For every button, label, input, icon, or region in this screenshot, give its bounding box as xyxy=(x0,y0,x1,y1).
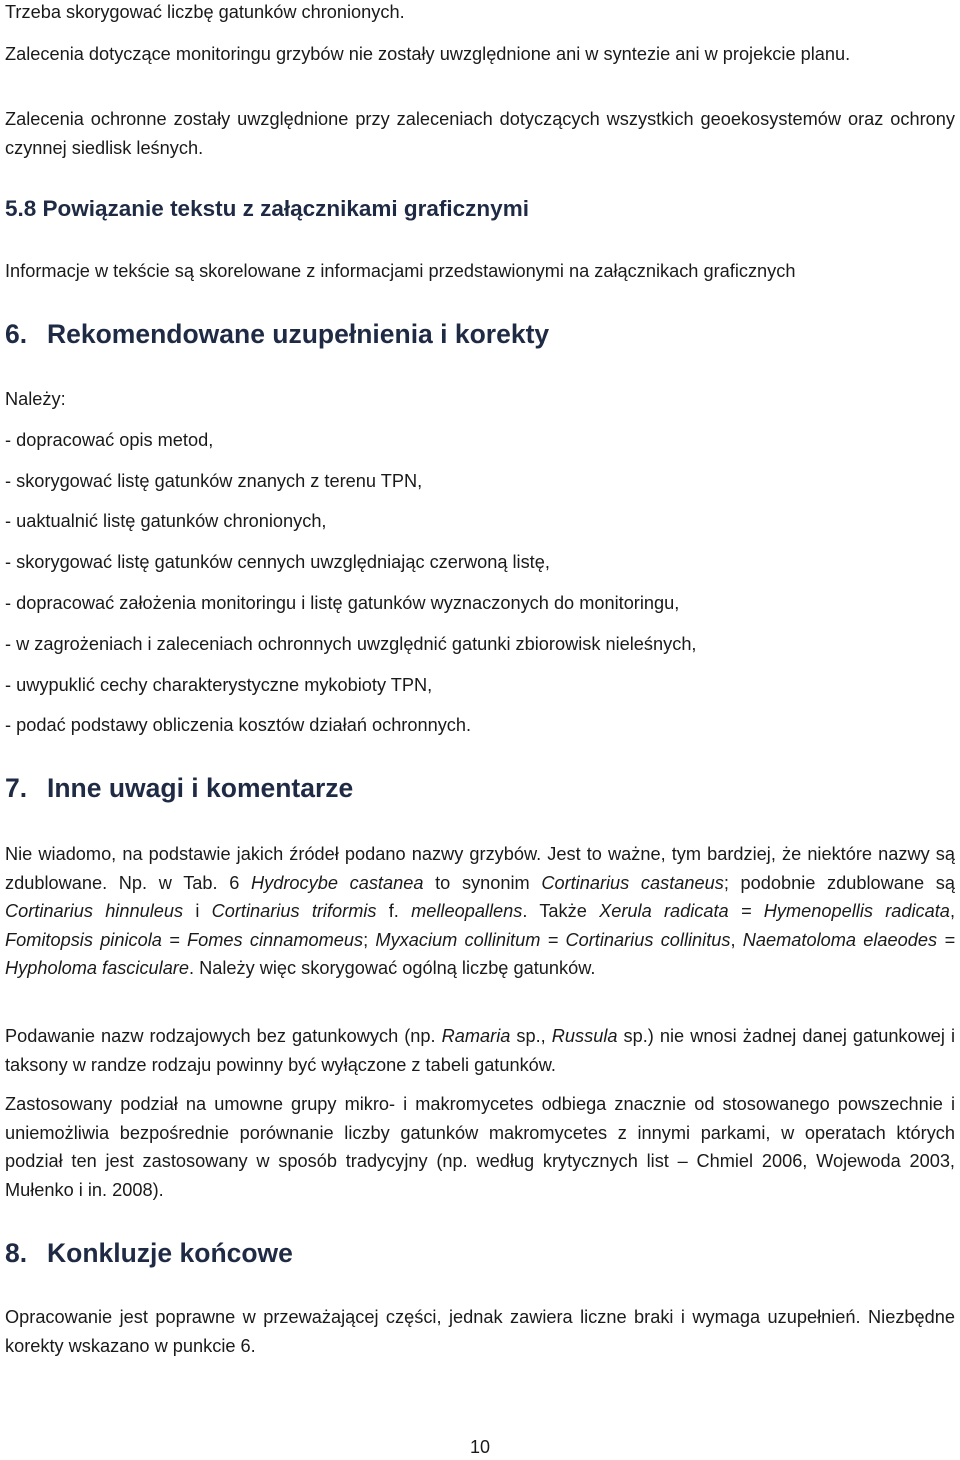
section-8-title: Konkluzje końcowe xyxy=(47,1238,293,1268)
recommendation-item: - uwypuklić cechy charakterystyczne mykobioty TPN, xyxy=(5,675,433,695)
section-5-8-text: Informacje w tekście są skorelowane z informacjami przedstawionymi na załącznikach graficznych xyxy=(5,261,796,281)
recommendation-item: - uaktualnić listę gatunków chronionych, xyxy=(5,511,327,531)
section-7-heading xyxy=(5,773,353,804)
recommendation-item: - dopracować założenia monitoringu i listę gatunków wyznaczonych do monitoringu, xyxy=(5,593,680,613)
section-7-title: Inne uwagi i komentarze xyxy=(47,773,354,803)
section-7-paragraph-1: Nie wiadomo, na podstawie jakich źródeł podano nazwy grzybów. Jest to ważne, tym bardziej, że niektóre nazwy są zdublowane. Np. w Tab. 6 Hydrocybe castanea to synonim Cortinarius castaneus; podobnie zdublowane są Cortinarius hinnuleus i Cortinarius triformis f. melleopallens. Także Xerula radicata = Hymenopellis radicata, Fomitopsis pinicola = Fomes cinnamomeus; Myxacium collinitum = Cortinarius collinitus, Naematoloma elaeodes = Hypholoma fasciculare. Należy więc skorygować ogólną liczbę gatunków. xyxy=(5,844,956,979)
section-8-number: 8. xyxy=(5,1238,28,1268)
section-6-lead: Należy: xyxy=(5,389,66,409)
recommendation-item: - podać podstawy obliczenia kosztów działań ochronnych. xyxy=(5,715,472,735)
page-number: 10 xyxy=(469,1437,491,1457)
section-5-8-heading: 5.8 Powiązanie tekstu z załącznikami graficznymi xyxy=(5,196,529,221)
intro-paragraph-1: Trzeba skorygować liczbę gatunków chronionych. xyxy=(5,2,405,22)
section-7-number: 7. xyxy=(5,773,28,803)
section-6-title: Rekomendowane uzupełnienia i korekty xyxy=(47,319,550,349)
recommendation-item: - w zagrożeniach i zaleceniach ochronnych uwzględnić gatunki zbiorowisk nieleśnych, xyxy=(5,634,697,654)
recommendation-item: - skorygować listę gatunków znanych z terenu TPN, xyxy=(5,471,423,491)
section-6-heading xyxy=(5,319,549,350)
recommendation-item: - skorygować listę gatunków cennych uwzględniając czerwoną listę, xyxy=(5,552,550,572)
intro-paragraph-3: Zalecenia ochronne zostały uwzględnione przy zaleceniach dotyczących wszystkich geoekosystemów oraz ochrony czynnej siedlisk leśnych. xyxy=(5,109,955,158)
section-7-paragraph-3: Zastosowany podział na umowne grupy mikro- i makromycetes odbiega znacznie od stosowanego powszechnie i uniemożliwia bezpośrednie porównanie liczby gatunków makromycetes z innymi parkami, w operatach których podział ten jest zastosowany w sposób tradycyjny (np. według krytycznych list – Chmiel 2006, Wojewoda 2003, Mułenko i in. 2008). xyxy=(5,1094,955,1200)
section-6-number: 6. xyxy=(5,319,28,349)
recommendation-item: - dopracować opis metod, xyxy=(5,430,214,450)
section-7-paragraph-2: Podawanie nazw rodzajowych bez gatunkowych (np. Ramaria sp., Russula sp.) nie wnosi żadnej danej gatunkowej i taksony w randze rodzaju powinny być wyłączone z tabeli gatunków. xyxy=(5,1026,956,1075)
section-8-heading xyxy=(5,1238,293,1269)
section-8-text: Opracowanie jest poprawne w przeważającej części, jednak zawiera liczne braki i wymaga uzupełnień. Niezbędne korekty wskazano w punkcie 6. xyxy=(5,1307,955,1356)
intro-paragraph-2: Zalecenia dotyczące monitoringu grzybów nie zostały uwzględnione ani w syntezie ani w projekcie planu. xyxy=(5,44,851,64)
